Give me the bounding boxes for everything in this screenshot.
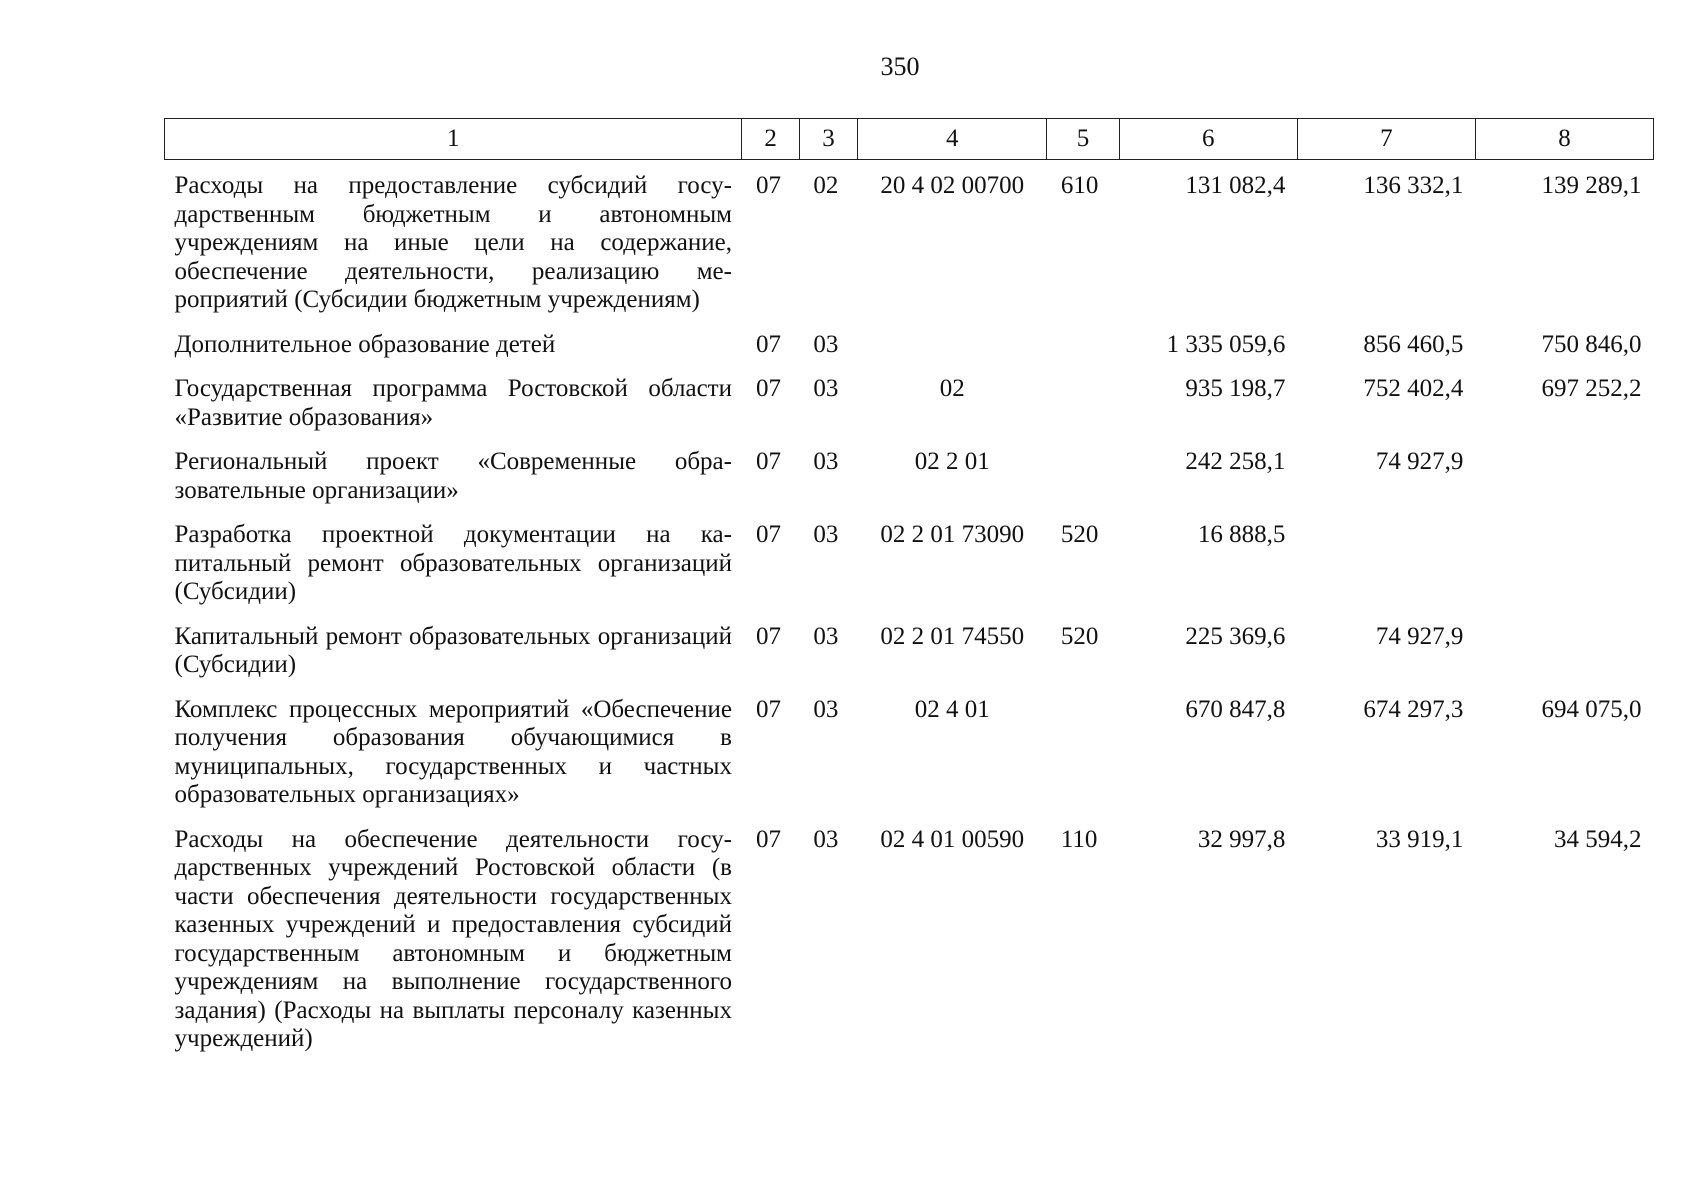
amount-col-8 [1475,615,1653,688]
section-code: 07 [755,375,781,402]
amount-col-7 [1297,513,1475,615]
amount-col-8 [1475,513,1653,615]
amount-col-6: 131 082,4 [1185,172,1286,199]
section-code: 07 [755,695,781,723]
expense-type-code [1047,367,1119,440]
subsection-code: 03 [813,825,839,853]
amount-col-8: 697 252,2 [1541,375,1642,402]
expense-type-code: 520 [1060,521,1099,548]
target-article-code: 02 2 01 [914,448,990,475]
table-row [165,513,1654,615]
section-code: 07 [755,622,781,650]
row-description: Государственная программа Ростовской области «Развитие образования» [174,375,732,431]
section-code: 07 [755,521,781,548]
table-row [165,615,1654,688]
row-description: Расходы на обеспечение деятельности государственных учреждений Ростовской области (в части обеспечения деятельности государственных казенных учреждений и предоставления субсидий государственным автономным и бюджетным учреждениям на выполнение государственного задания) (Расходы на выплаты персоналу казенных учреждений) [174,825,732,1052]
subsection-code: 03 [813,330,839,358]
expense-type-code: 110 [1060,825,1098,853]
row-description: Капитальный ремонт образовательных организаций (Субсидии) [174,622,732,678]
column-header: 3 [799,119,857,160]
amount-col-6: 225 369,6 [1185,622,1286,650]
budget-table [164,118,1654,1062]
row-description: Региональный проект «Современные образовательные организации» [174,448,732,504]
column-header: 6 [1119,119,1297,160]
amount-col-7: 674 297,3 [1363,695,1464,723]
table-row [165,367,1654,440]
subsection-code: 03 [813,622,839,650]
table-row [165,323,1654,368]
amount-col-7: 74 927,9 [1375,448,1464,475]
subsection-code: 03 [813,448,839,475]
table-row [165,160,1654,323]
expense-type-code: 520 [1060,622,1099,650]
column-header: 5 [1047,119,1119,160]
amount-col-8: 694 075,0 [1541,695,1642,723]
expense-type-code [1047,688,1119,818]
table-row [165,440,1654,513]
amount-col-6: 32 997,8 [1197,825,1286,853]
row-description: Разработка проектной документации на капитальный ремонт образовательных организаций (Субсидии) [174,521,732,605]
expense-type-code [1047,440,1119,513]
section-code: 07 [755,330,781,358]
subsection-code: 03 [813,521,839,548]
subsection-code: 02 [813,172,839,199]
column-header: 4 [858,119,1047,160]
subsection-code: 03 [813,695,839,723]
column-header: 2 [742,119,799,160]
row-description: Расходы на предоставление субсидий государственным бюджетным и автономным учреждениям на иные цели на содержание, обеспечение деятельности, реализацию мероприятий (Субсидии бюджетным учреждениям) [174,172,732,313]
amount-col-6: 1 335 059,6 [1166,330,1286,358]
amount-col-8: 750 846,0 [1541,330,1642,358]
subsection-code: 03 [813,375,839,402]
table-header-row [165,119,1654,160]
table-row [165,688,1654,818]
amount-col-6: 242 258,1 [1185,448,1286,475]
amount-col-7: 33 919,1 [1375,825,1464,853]
column-header: 8 [1475,119,1653,160]
target-article-code: 02 4 01 00590 [880,825,1025,853]
amount-col-8: 34 594,2 [1554,825,1642,853]
target-article-code: 02 4 01 [914,695,990,723]
expense-type-code: 610 [1060,172,1099,199]
amount-col-7: 856 460,5 [1363,330,1464,358]
expense-type-code [1047,323,1119,368]
amount-col-6: 935 198,7 [1185,375,1286,402]
target-article-code: 02 2 01 74550 [880,622,1025,650]
row-description: Дополнительное образование детей [174,330,556,358]
table-row [165,818,1654,1062]
amount-col-8: 139 289,1 [1541,172,1642,199]
amount-col-7: 74 927,9 [1375,622,1464,650]
section-code: 07 [755,825,781,853]
target-article-code: 20 4 02 00700 [880,172,1025,199]
target-article-code: 02 [939,375,965,402]
amount-col-7: 752 402,4 [1363,375,1464,402]
amount-col-7: 136 332,1 [1363,172,1464,199]
column-header: 1 [165,119,742,160]
column-header: 7 [1297,119,1475,160]
row-description: Комплекс процессных мероприятий «Обеспечение получения образования обучающимися в муниципальных, государственных и частных образовательных организациях» [174,695,732,808]
target-article-code [858,323,1047,368]
amount-col-6: 16 888,5 [1197,521,1286,548]
target-article-code: 02 2 01 73090 [880,521,1025,548]
section-code: 07 [755,172,781,199]
amount-col-8 [1475,440,1653,513]
amount-col-6: 670 847,8 [1185,695,1286,723]
section-code: 07 [755,448,781,475]
page-number: 350 [880,52,920,81]
